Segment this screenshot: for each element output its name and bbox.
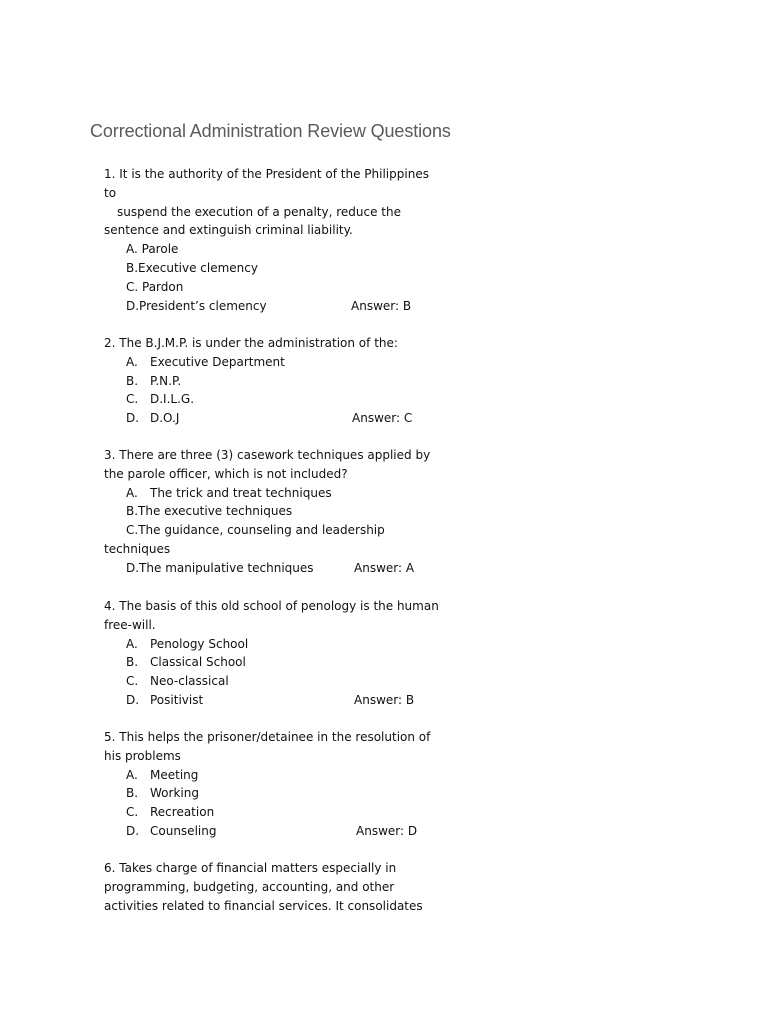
question-2: [104, 334, 434, 428]
option-a: [104, 353, 434, 372]
option-text: C. Pardon: [126, 279, 184, 294]
option-text: B.Executive clemency: [126, 260, 258, 275]
answer-label: Answer: C: [352, 411, 413, 426]
option-text: C.The guidance, counseling and leadership: [126, 523, 385, 538]
question-line: programming, budgeting, accounting, and other: [104, 879, 395, 894]
option-text: Meeting: [150, 767, 199, 782]
question-line: 4. The basis of this old school of penology is the human: [104, 599, 439, 613]
question-line: 1. It is the authority of the President of the Philippines: [104, 167, 429, 181]
option-a: [104, 766, 434, 785]
option-text: P.N.P.: [150, 373, 182, 388]
question-line: 3. There are three (3) casework techniques applied by: [104, 448, 431, 462]
option-b: [104, 502, 434, 521]
option-letter: D.: [126, 823, 140, 838]
option-d: [104, 409, 434, 428]
option-text: D.President’s clemency: [126, 298, 267, 313]
option-letter: A.: [126, 767, 138, 782]
question-1: [104, 165, 434, 315]
option-letter: A.: [126, 636, 138, 651]
question-6: [104, 859, 434, 915]
question-5: [104, 728, 434, 841]
answer-label: Answer: B: [354, 692, 415, 707]
option-a: [104, 240, 434, 259]
answer-label: Answer: D: [356, 823, 418, 838]
option-d: [104, 691, 434, 710]
question-line: 2. The B.J.M.P. is under the administration of the:: [104, 336, 398, 350]
option-continuation: techniques: [104, 541, 171, 556]
option-text: B.The executive techniques: [126, 504, 293, 519]
question-line: 6. Takes charge of financial matters especially in: [104, 861, 397, 875]
question-line: his problems: [104, 748, 181, 763]
option-d: [104, 822, 434, 841]
option-b: [104, 259, 434, 278]
document-title: Correctional Administration Review Questions: [90, 121, 451, 141]
question-line: to: [104, 185, 117, 200]
option-text: The trick and treat techniques: [150, 485, 332, 500]
option-c: [104, 278, 434, 297]
option-letter: D.: [126, 411, 140, 426]
question-line: free-will.: [104, 617, 156, 632]
option-text: Working: [150, 786, 199, 801]
option-letter: B.: [126, 373, 139, 388]
option-text: Neo-classical: [150, 674, 229, 689]
option-text: A. Parole: [126, 242, 179, 257]
option-text: Recreation: [150, 805, 215, 820]
option-letter: C.: [126, 805, 139, 820]
question-line: suspend the execution of a penalty, reduce the: [117, 204, 401, 219]
option-b: [104, 784, 434, 803]
option-a: [104, 635, 434, 654]
option-c: [104, 390, 434, 409]
option-d: [104, 297, 434, 316]
option-letter: B.: [126, 655, 139, 670]
option-letter: C.: [126, 392, 139, 407]
question-line: 5. This helps the prisoner/detainee in the resolution of: [104, 730, 431, 744]
option-text: Classical School: [150, 655, 246, 670]
option-c: [104, 521, 434, 540]
option-letter: A.: [126, 485, 138, 500]
option-text: D.O.J: [150, 411, 180, 426]
question-line: sentence and extinguish criminal liability.: [104, 223, 353, 238]
option-b: [104, 653, 434, 672]
option-text: Penology School: [150, 636, 249, 651]
option-text: Counseling: [150, 823, 217, 838]
option-letter: C.: [126, 674, 139, 689]
option-letter: D.: [126, 692, 140, 707]
question-line: the parole officer, which is not included?: [104, 466, 348, 481]
question-3: [104, 446, 434, 578]
question-4: [104, 597, 439, 710]
option-d: [104, 559, 434, 578]
option-letter: A.: [126, 354, 138, 369]
option-a: [104, 484, 434, 503]
option-text: Executive Department: [150, 354, 285, 369]
answer-label: Answer: B: [351, 298, 412, 313]
option-letter: B.: [126, 786, 139, 801]
option-b: [104, 372, 434, 391]
option-text: Positivist: [150, 692, 204, 707]
option-c: [104, 672, 434, 691]
option-c: [104, 803, 434, 822]
option-text: D.The manipulative techniques: [126, 560, 314, 575]
option-text: D.I.L.G.: [150, 392, 195, 407]
answer-label: Answer: A: [354, 560, 415, 575]
question-line: activities related to financial services. It consolidates: [104, 898, 423, 913]
